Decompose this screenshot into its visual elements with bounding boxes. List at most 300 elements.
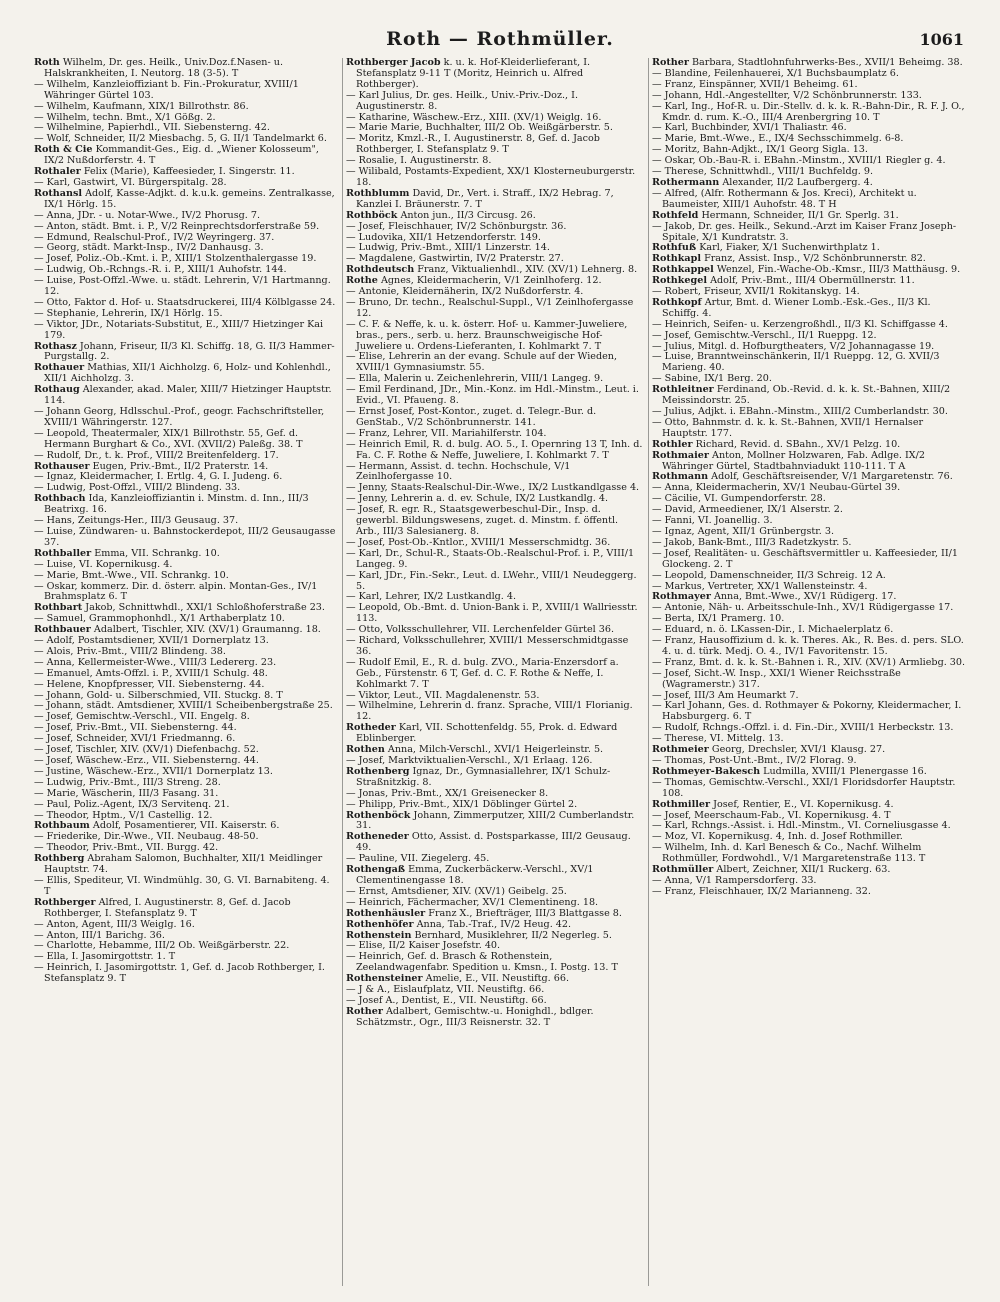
directory-entry — [34, 320, 338, 342]
entry-details: Ludmilla, XVIII/1 Plenergasse 16. — [763, 765, 927, 777]
entry-surname: Rother — [346, 1005, 383, 1017]
directory-entry — [346, 767, 644, 789]
entry-surname: Rothkapl — [652, 253, 701, 265]
directory-entry — [346, 701, 644, 723]
directory-entry — [34, 363, 338, 385]
directory-entry — [652, 549, 968, 571]
entry-surname: Rothauser — [34, 460, 90, 472]
entry-details: Karl, VII. Schottenfeldg. 55, Prok. d. Edward Eblinberger. — [356, 722, 618, 745]
page-title: Roth — Rothmüller. — [386, 28, 614, 50]
entry-details: — Luise, Zündwaren- u. Bahnstockerdepot, III/2 Geusaugasse 37. — [34, 525, 336, 548]
directory-entry — [652, 385, 968, 407]
directory-entry — [346, 952, 644, 974]
entry-details: — J & A., Eislaufplatz, VII. Neustiftg. 66. — [346, 984, 545, 996]
entry-surname: Rothenberg — [346, 765, 410, 777]
directory-entry — [346, 58, 644, 91]
entry-details: — Heinrich, I. Jasomirgottstr. 1, Gef. d. Jacob Rothberger, I. Stefansplatz 9. T — [34, 962, 325, 985]
entry-surname: Rothen — [346, 744, 385, 756]
entry-details: Anna, Milch-Verschl., XVI/1 Heigerleinstr. 5. — [387, 744, 604, 756]
entry-details: Adolf, Priv.-Bmt., III/4 Obermüllnerstr. 11. — [710, 275, 915, 287]
entry-details: — Theodor, Priv.-Bmt., VII. Burgg. 42. — [34, 842, 219, 854]
entry-details: — Jenny, Staats-Realschul-Dir.-Wwe., IX/2 Lustkandlgasse 4. — [346, 482, 640, 494]
entry-details: — Julius, Mitgl. d. Hofburgtheaters, V/2 Johannagasse 19. — [652, 340, 935, 352]
directory-entry — [346, 352, 644, 374]
directory-entry — [346, 298, 644, 320]
directory-entry — [346, 865, 644, 887]
directory-entry — [652, 887, 968, 898]
entry-details: — Josef, Gemischtw.-Verschl., VII. Engelg. 8. — [34, 711, 250, 723]
entry-surname: Rothmeier — [652, 744, 709, 756]
entry-details: — Paul, Poliz.-Agent, IX/3 Servitenq. 21. — [34, 798, 230, 810]
entry-details: — Josef, Post-Ob.-Kntlor., XVIII/1 Messerschmidtg. 36. — [346, 536, 611, 548]
entry-surname: Rothmann — [652, 471, 709, 483]
entry-details: — Franz, Fleischhauer, IX/2 Marianneng. 32. — [652, 885, 871, 897]
entry-details: — Jakob, Dr. ges. Heilk., Sekund.-Arzt im Kaiser Franz Joseph-Spitale, X/1 Kundratstr. 3. — [652, 220, 957, 243]
entry-details: — Ella, I. Jasomirgottstr. 1. T — [34, 951, 176, 963]
entry-details: — Rudolf, Dr., t. k. Prof., VIII/2 Breitenfelderg. 17. — [34, 449, 279, 461]
entry-details: — Magdalene, Gastwirtin, IV/2 Praterstr. 27. — [346, 253, 564, 265]
entry-surname: Rothböck — [346, 209, 398, 221]
entry-details: Agnes, Kleidermacherin, V/1 Zeinlhoferg. 12. — [380, 275, 602, 287]
entry-details: David, Dr., Vert. i. Straff., IX/2 Hebrag. 7, Kanzlei I. Bräunerstr. 7. T — [356, 187, 614, 210]
entry-details: — Josef, Tischler, XIV. (XV/1) Diefenbachg. 52. — [34, 744, 259, 756]
entry-details: Otto, Assist. d. Postsparkasse, III/2 Geusaug. 49. — [356, 831, 631, 854]
entry-details: Georg, Drechsler, XVI/1 Klausg. 27. — [711, 744, 886, 756]
entry-details: — Heinrich Emil, R. d. bulg. AO. 5., I. Opernring 13 T, Inh. d. Fa. C. F. Rothe & Neffe, Juweliere, I. Kohlmarkt 7. T — [346, 438, 643, 461]
directory-entry — [34, 876, 338, 898]
entry-details: — Jenny, Lehrerin a. d. ev. Schule, IX/2 Lustkandlg. 4. — [346, 493, 609, 505]
entry-details: — Jonas, Priv.-Bmt., XX/1 Greisenecker 8. — [346, 787, 549, 799]
column-middle — [346, 58, 644, 1286]
entry-details: — Alois, Priv.-Bmt., VIII/2 Blindeng. 38. — [34, 645, 226, 657]
entry-details: Wilhelm, Dr. ges. Heilk., Univ.Doz.f.Nasen- u. Halskrankheiten, I. Neutorg. 18 (3-5). T — [44, 58, 284, 79]
entry-surname: Rother — [652, 58, 689, 68]
entry-details: — Anna, Kleidermacherin, XV/1 Neubau-Gürtel 39. — [652, 482, 901, 494]
entry-surname: Rothbach — [34, 493, 86, 505]
directory-entry — [652, 298, 968, 320]
entry-details: — Adolf, Postamtsdiener, XVII/1 Dornerplatz 13. — [34, 635, 269, 647]
entry-details: — Josef, Sicht.-W. Insp., XXI/1 Wiener Reichsstraße (Wagramerstr.) 317. — [652, 667, 901, 690]
entry-details: Adolf, Kasse-Adjkt. d. k.u.k. gemeins. Zentralkasse, IX/1 Hörlg. 15. — [44, 187, 335, 210]
entry-details: — Marie, Bmt.-Wwe., VII. Schrankg. 10. — [34, 569, 229, 581]
entry-details: k. u. k. Hof-Kleiderlieferant, I. Stefansplatz 9-11 T (Moritz, Heinrich u. Alfred Rothberger). — [356, 58, 591, 90]
entry-details: — Josef A., Dentist, E., VII. Neustiftg. 66. — [346, 994, 547, 1006]
entry-details: — Josef, Schneider, XVI/1 Friedmanng. 6. — [34, 733, 236, 745]
entry-details: — Wilhelm, Inh. d. Karl Benesch & Co., Nachf. Wilhelm Rothmüller, Fordwohdl., V/1 Margaretenstraße 113. T — [652, 842, 926, 865]
entry-details: — Wilhelm, Kaufmann, XIX/1 Billrothstr. 86. — [34, 100, 249, 112]
entry-details: Adalbert, Gemischtw.-u. Honighdl., bdlger. Schätzmstr., Ogr., III/3 Reisnerstr. 32. T — [356, 1005, 594, 1028]
entry-details: — Anton, städt. Bmt. i. P., V/2 Reinprechtsdorferstraße 59. — [34, 220, 320, 232]
entry-surname: Rothenhäusler — [346, 907, 426, 919]
entry-details: Anton jun., II/3 Circusg. 26. — [400, 209, 536, 221]
entry-surname: Rothberger Jacob — [346, 58, 441, 68]
entry-details: — Josef, III/3 Am Heumarkt 7. — [652, 689, 799, 701]
directory-entry — [346, 505, 644, 538]
directory-entry — [34, 963, 338, 985]
directory-entry — [34, 189, 338, 211]
entry-details: Mathias, XII/1 Aichholzg. 6, Holz- und Kohlenhdl., XII/1 Aichholzg. 3. — [44, 362, 331, 385]
entry-details: — Karl, Gastwirt, VI. Bürgerspitalg. 28. — [34, 176, 227, 188]
entry-details: — Friederike, Dir.-Wwe., VII. Neubaug. 48-50. — [34, 831, 259, 843]
entry-surname: Rothermann — [652, 176, 720, 188]
directory-entry — [652, 636, 968, 658]
entry-details: Franz X., Briefträger, III/3 Blattgasse 8. — [428, 907, 622, 919]
entry-details: — Viktor, Leut., VII. Magdalenenstr. 53. — [346, 689, 540, 701]
entry-details: Abraham Salomon, Buchhalter, XII/1 Meidlinger Hauptstr. 74. — [44, 853, 323, 876]
entry-surname: Rothmaier — [652, 449, 709, 461]
entry-details: — Karl, Rchngs.-Assist. i. Hdl.-Minstm., VI. Corneliusgasse 4. — [652, 820, 951, 832]
entry-details: — Karl, JDr., Fin.-Sekr., Leut. d. LWehr., VIII/1 Neudeggerg. 5. — [346, 569, 637, 592]
entry-details: — Ernst Josef, Post-Kontor., zuget. d. Telegr.-Bur. d. GenStab., V/2 Schönbrunnerstr. 141. — [346, 406, 597, 428]
entry-details: — Cäcilie, VI. Gumpendorferstr. 28. — [652, 493, 826, 505]
entry-details: Barbara, Stadtlohnfuhrwerks-Bes., XVII/1 Beheimg. 38. — [692, 58, 963, 68]
entry-surname: Rothbauer — [34, 624, 91, 636]
entry-details: — Otto, Bahnmstr. d. k. k. St.-Bahnen, XVII/1 Hernalser Hauptstr. 177. — [652, 416, 924, 439]
entry-surname: Rothfeld — [652, 209, 699, 221]
entry-details: — Antonie, Näh- u. Arbeitsschule-Inh., XV/1 Rüdigergasse 17. — [652, 602, 954, 614]
entry-details: — Markus, Vertreter, XX/1 Wallensteinstr. 4. — [652, 580, 868, 592]
entry-details: Franz, Assist. Insp., V/2 Schönbrunnerstr. 82. — [704, 253, 926, 265]
entry-details: — Anton, Agent, III/3 Weiglg. 16. — [34, 918, 195, 930]
entry-details: — Julius, Adjkt. i. EBahn.-Minstm., XIII/2 Cumberlandstr. 30. — [652, 406, 948, 417]
entry-surname: Rotheder — [346, 722, 396, 734]
entry-details: — Franz, Hausoffizium d. k. k. Theres. Ak., R. Bes. d. pers. SLO. 4. u. d. türk. Medj. O. 4., IV/1 Favoritenstr. 15. — [652, 635, 964, 657]
entry-details: — Emil Ferdinand, JDr., Min.-Konz. im Hdl.-Minstm., Leut. i. Evid., VI. Pfaueng. 8. — [346, 384, 639, 407]
entry-details: — Franz, Lehrer, VII. Mariahilferstr. 104. — [346, 427, 547, 439]
entry-details: — Ella, Malerin u. Zeichenlehrerin, VIII/1 Langeg. 9. — [346, 373, 604, 385]
entry-details: — Rosalie, I. Augustinerstr. 8. — [346, 155, 492, 167]
entry-details: Johann, Friseur, II/3 Kl. Schiffg. 18, G. II/3 Hammer-Purgstallg. 2. — [44, 340, 335, 363]
entry-surname: Rothansl — [34, 187, 83, 199]
entry-details: — Ludwig, Priv.-Bmt., III/3 Streng. 28. — [34, 776, 221, 788]
entry-surname: Rothauer — [34, 362, 85, 374]
entry-details: — Rudolf Emil, E., R. d. bulg. ZVO., Maria-Enzersdorf a. Geb., Fürstenstr. 6 T, Gef. d. C. F. Rothe & Neffe, I. Kohlmarkt 7. T — [346, 656, 619, 690]
entry-details: — Heinrich, Fächermacher, XV/1 Clementineng. 18. — [346, 896, 599, 908]
entry-details: — Karl, Buchbinder, XVI/1 Thaliastr. 46. — [652, 122, 847, 134]
entry-details: — Josef, R. egr. R., Staatsgewerbeschul-Dir., Insp. d. gewerbl. Bildungswesens, zuget. d. Minstm. f. öffentl. Arb., III/3 Salesianerg. 8. — [346, 504, 619, 537]
directory-entry — [346, 385, 644, 407]
directory-entry — [346, 832, 644, 854]
entry-details: Kommandit-Ges., Eig. d. „Wiener Kolosseum", IX/2 Nußdorferstr. 4. T — [44, 144, 319, 167]
entry-details: — Eduard, n. ö. LKassen-Dir., I. Michaelerplatz 6. — [652, 624, 894, 636]
entry-details: — Viktor, JDr., Notariats-Substitut, E., XIII/7 Hietzinger Kai 179. — [34, 318, 324, 341]
entry-details: — Rudolf, Rchngs.-Offzl. i. d. Fin.-Dir., XVIII/1 Herbeckstr. 13. — [652, 722, 954, 734]
entry-details: — Marie, Bmt.-Wwe., E., IX/4 Sechsschimmelg. 6-8. — [652, 133, 904, 145]
entry-details: — Ludwig, Post-Offzl., VIII/2 Blindeng. 33. — [34, 482, 241, 494]
entry-details: Ida, Kanzleioffiziantin i. Minstm. d. Inn., III/3 Beatrixg. 16. — [44, 493, 309, 516]
entry-details: — Wilhelmine, Lehrerin d. franz. Sprache, VIII/1 Florianig. 12. — [346, 700, 633, 723]
entry-surname: Rothkappel — [652, 264, 714, 276]
directory-entry — [652, 222, 968, 244]
directory-entry — [346, 571, 644, 593]
directory-entry — [34, 58, 338, 80]
directory-entry — [34, 429, 338, 451]
entry-details: — Josef, Meerschaum-Fab., VI. Kopernikusg. 4. T — [652, 809, 891, 821]
entry-details: — Karl, Lehrer, IX/2 Lustkandlg. 4. — [346, 591, 517, 603]
entry-details: — Therese, Schnittwhdl., VIII/1 Buchfeldg. 9. — [652, 166, 873, 178]
entry-details: Alfred, I. Augustinerstr. 8, Gef. d. Jacob Rothberger, I. Stefansplatz 9. T — [44, 896, 291, 919]
entry-details: — Thomas, Gemischtw.-Verschl., XXI/1 Floridsdorfer Hauptstr. 108. — [652, 776, 956, 799]
directory-entry — [652, 701, 968, 723]
entry-details: — Justine, Wäschew.-Erz., XVII/1 Dornerplatz 13. — [34, 765, 273, 777]
entry-details: — Sabine, IX/1 Berg. 20. — [652, 373, 772, 385]
entry-details: — Luise, Branntweinschänkerin, II/1 Rueppg. 12, G. XVII/3 Marieng. 40. — [652, 351, 940, 374]
entry-details: — Ludwig, Priv.-Bmt., XIII/1 Linzerstr. 14. — [346, 242, 550, 254]
entry-details: — Helene, Knopfpresser, VII. Siebensterng. 44. — [34, 678, 265, 690]
entry-details: Richard, Revid. d. SBahn., XV/1 Pelzg. 10. — [695, 438, 901, 450]
entry-surname: Rotheneder — [346, 831, 409, 843]
directory-entry — [34, 407, 338, 429]
directory-entry — [652, 451, 968, 473]
entry-details: — Karl Julius, Dr. ges. Heilk., Univ.-Priv.-Doz., I. Augustinerstr. 8. — [346, 89, 578, 112]
directory-entry — [346, 1007, 644, 1029]
entry-surname: Roth — [34, 58, 60, 68]
entry-details: Anton, Mollner Holzwaren, Fab. Adlge. IX/2 Währinger Gürtel, Stadtbahnviadukt 110-111. T A — [662, 449, 925, 472]
directory-entry — [346, 636, 644, 658]
entry-details: — Ignaz, Kleidermacher, I. Ertlg. 4, G. I. Judeng. 6. — [34, 471, 283, 483]
entry-details: — Moritz, Kmzl.-R., I. Augustinerstr. 8, Gef. d. Jacob Rothberger, I. Stefansplatz 9. T — [346, 133, 600, 156]
entry-details: — Luise, VI. Kopernikusg. 4. — [34, 558, 173, 570]
entry-surname: Roth & Cie — [34, 144, 93, 156]
directory-entry — [34, 276, 338, 298]
entry-details: — Ludwig, Ob.-Rchngs.-R. i. P., XIII/1 Auhofstr. 144. — [34, 264, 287, 276]
entry-details: — Heinrich, Gef. d. Brasch & Rothenstein, Zeelandwagenfabr. Spedition u. Kmsn., I. Postg. 13. T — [346, 951, 618, 974]
entry-details: — Georg, städt. Markt-Insp., IV/2 Danhausg. 3. — [34, 242, 264, 254]
entry-surname: Rothmeyer-Bakesch — [652, 765, 761, 777]
entry-details: — Wilhelmine, Papierhdl., VII. Siebensterng. 42. — [34, 122, 270, 134]
directory-entry — [346, 811, 644, 833]
entry-details: Karl, Fiaker, X/1 Suchenwirthplatz 1. — [699, 242, 880, 254]
directory-entry — [652, 778, 968, 800]
entry-details: — Wilibald, Postamts-Expedient, XX/1 Klosterneuburgerstr. 18. — [346, 166, 636, 188]
entry-details: — Karl Johann, Ges. d. Rothmayer & Pokorny, Kleidermacher, I. Habsburgerg. 6. T — [652, 700, 962, 723]
directory-entry — [652, 102, 968, 124]
entry-details: — Anna, JDr. - u. Notar-Wwe., IV/2 Phorusg. 7. — [34, 209, 261, 221]
entry-surname: Rothmiller — [652, 798, 711, 810]
entry-details: — Moritz, Bahn-Adjkt., IX/1 Georg Sigla. 13. — [652, 144, 868, 156]
entry-details: — Pauline, VII. Ziegelerg. 45. — [346, 853, 490, 865]
entry-details: — Emanuel, Amts-Offzl. i. P., XVIII/1 Schulg. 48. — [34, 667, 268, 679]
directory-entry — [346, 134, 644, 156]
entry-details: Albert, Zeichner, XII/1 Ruckerg. 63. — [716, 864, 891, 876]
entry-details: — Philipp, Priv.-Bmt., XIX/1 Döblinger Gürtel 2. — [346, 798, 578, 810]
entry-details: — Wilhelm, techn. Bmt., X/1 Gößg. 2. — [34, 111, 216, 123]
entry-details: — Marie, Wäscherin, III/3 Fasang. 31. — [34, 787, 219, 799]
directory-entry — [346, 440, 644, 462]
directory-entry — [346, 462, 644, 484]
entry-details: — Johann, städt. Amtsdiener, XVIII/1 Scheibenbergstraße 25. — [34, 700, 333, 712]
directory-entry — [346, 723, 644, 745]
entry-details: — Antonie, Kleidernäherin, IX/2 Nußdorferstr. 4. — [346, 286, 584, 298]
entry-details: — Heinrich, Seifen- u. Kerzengroßhdl., II/3 Kl. Schiffgasse 4. — [652, 318, 948, 330]
directory-entry — [34, 342, 338, 364]
entry-details: — Elise, Lehrerin an der evang. Schule auf der Wieden, XVIII/1 Gymnasiumstr. 55. — [346, 351, 618, 374]
entry-details: Hermann, Schneider, II/1 Gr. Sperlg. 31. — [701, 209, 899, 221]
entry-details: Emma, VII. Schrankg. 10. — [94, 547, 220, 559]
entry-details: — Johann, Hdl.-Angestellter, V/2 Schönbrunnerstr. 133. — [652, 89, 922, 101]
entry-details: — Fanni, VI. Joanellig. 3. — [652, 515, 773, 527]
entry-details: — Ludovika, XII/1 Hetzendorferstr. 149. — [346, 231, 541, 243]
entry-details: Bernhard, Musiklehrer, II/2 Negerleg. 5. — [414, 929, 612, 941]
entry-details: — Josef, Realitäten- u. Geschäftsvermittler u. Kaffeesieder, II/1 Glockeng. 2. T — [652, 547, 958, 570]
entry-details: — Josef, Wäschew.-Erz., VII. Siebensterng. 44. — [34, 755, 259, 766]
entry-details: — Leopold, Damenschneider, II/3 Schreig. 12 A. — [652, 569, 886, 581]
entry-details: — Hermann, Assist. d. techn. Hochschule, V/1 Zeinlhofergasse 10. — [346, 460, 571, 483]
column-divider — [342, 58, 343, 1286]
entry-surname: Rothler — [652, 438, 693, 450]
entry-surname: Rothdeutsch — [346, 264, 415, 276]
entry-details: Wenzel, Fin.-Wache-Ob.-Kmsr., III/3 Matthäusg. 9. — [716, 264, 961, 276]
entry-details: — Otto, Volksschullehrer, VII. Lerchenfelder Gürtel 36. — [346, 624, 615, 636]
entry-details: — Moz, VI. Kopernikusg. 4, Inh. d. Josef Rothmiller. — [652, 831, 903, 843]
entry-details: — Wilhelm, Kanzleioffiziant b. Fin.-Prokuratur, XVIII/1 Währinger Gürtel 103. — [34, 78, 299, 101]
directory-entry — [34, 80, 338, 102]
entry-details: — Elise, II/2 Kaiser Josefstr. 40. — [346, 940, 501, 952]
entry-details: — David, Armeediener, IX/1 Alserstr. 2. — [652, 504, 843, 516]
entry-details: — Edmund, Realschul-Prof., IV/2 Weyringerg. 37. — [34, 231, 275, 243]
entry-surname: Rothballer — [34, 547, 92, 559]
entry-details: — Johann, Gold- u. Silberschmied, VII. Stuckg. 8. T — [34, 689, 283, 701]
entry-details: — Blandine, Feilenhauerei, X/1 Buchsbaumplatz 6. — [652, 67, 899, 79]
entry-details: — Wolf, Schneider, II/2 Miesbachg. 5, G. II/1 Tandelmarkt 6. — [34, 133, 327, 145]
entry-details: — Stephanie, Lehrerin, IX/1 Hörlg. 15. — [34, 307, 223, 319]
entry-details: — Charlotte, Hebamme, III/2 Ob. Weißgärberstr. 22. — [34, 940, 290, 952]
entry-details: Anna, Bmt.-Wwe., XV/1 Rüdigerg. 17. — [713, 591, 897, 603]
directory-entry — [652, 189, 968, 211]
entry-details: Johann, Zimmerputzer, XIII/2 Cumberlandstr. 31. — [356, 809, 635, 832]
entry-details: — Oskar, kommerz. Dir. d. österr. alpin. Montan-Ges., IV/1 Brahmsplatz 6. T — [34, 580, 318, 603]
directory-entry — [346, 167, 644, 189]
directory-entry — [34, 527, 338, 549]
entry-details: — Oskar, Ob.-Bau-R. i. EBahn.-Minstm., XVIII/1 Riegler g. 4. — [652, 155, 946, 167]
directory-entry — [346, 549, 644, 571]
entry-details: Alexander, II/2 Laufbergerg. 4. — [722, 176, 873, 188]
directory-entry — [652, 843, 968, 865]
directory-entry — [34, 145, 338, 167]
entry-surname: Rothe — [346, 275, 378, 287]
entry-surname: Rothkopf — [652, 296, 702, 308]
entry-details: — C. F. & Neffe, k. u. k. österr. Hof- u. Kammer-Juweliere, bras., pers., serb. u. herz. Braunschweigische Hof-Juweliere u. Ordens-Lieferanten, I. Kohlmarkt 7. T — [346, 318, 628, 352]
entry-details: — Samuel, Grammophonhdl., X/1 Arthaberplatz 10. — [34, 613, 285, 625]
entry-surname: Rothfuß — [652, 242, 697, 254]
entry-surname: Rothmayer — [652, 591, 711, 603]
entry-details: — Therese, VI. Mittelg. 13. — [652, 733, 784, 745]
entry-details: — Marie Marie, Buchhalter, III/2 Ob. Weißgärberstr. 5. — [346, 122, 613, 134]
entry-details: — Hans, Zeitungs-Her., III/3 Geusaug. 37. — [34, 515, 239, 527]
entry-details: Ignaz, Dr., Gymnasiallehrer, IX/1 Schulz-Straßnitzkig. 8. — [356, 765, 611, 788]
entry-surname: Rothberger — [34, 896, 96, 908]
entry-details: — Thomas, Post-Unt.-Bmt., IV/2 Florag. 9. — [652, 755, 857, 766]
entry-surname: Rothengaß — [346, 864, 406, 876]
entry-details: — Franz, Einspänner, XVII/1 Beheimg. 61. — [652, 78, 858, 90]
column-right — [652, 58, 968, 1286]
directory-entry — [652, 418, 968, 440]
entry-surname: Rothenböck — [346, 809, 411, 821]
page-number: 1061 — [919, 30, 964, 49]
entry-details: — Josef, Gemischtw.-Verschl., II/1 Rueppg. 12. — [652, 329, 877, 341]
entry-details: — Jakob, Bank-Bmt., III/3 Radetzkystr. 5. — [652, 536, 852, 548]
entry-surname: Rothleitner — [652, 384, 714, 396]
entry-details: — Ignaz, Agent, XII/1 Grünbergstr. 3. — [652, 525, 835, 537]
directory-entry — [34, 854, 338, 876]
entry-details: — Alfred, (Alfr. Rothermann & Jos. Kreci), Architekt u. Baumeister, XIII/1 Auhofstr. 48. T H — [652, 187, 917, 210]
entry-surname: Rothenstein — [346, 929, 412, 941]
directory-entry — [346, 407, 644, 429]
directory-entry — [34, 385, 338, 407]
entry-details: — Johann Georg, Hdlsschul.-Prof., geogr. Fachschriftsteller, XVIII/1 Währingerstr. 127. — [34, 406, 325, 428]
column-left — [34, 58, 338, 1286]
entry-surname: Rothensteiner — [346, 973, 423, 985]
entry-details: — Karl, Dr., Schul-R., Staats-Ob.-Realschul-Prof. i. P., VIII/1 Langeg. 9. — [346, 547, 635, 570]
entry-details: Adolf, Posamentierer, VII. Kaiserstr. 6. — [92, 820, 280, 832]
entry-surname: Rothaler — [34, 166, 81, 178]
entry-details: Adolf, Geschäftsreisender, V/1 Margaretenstr. 76. — [711, 471, 953, 483]
entry-details: — Anna, V/1 Rampersdorferg. 33. — [652, 874, 817, 886]
entry-surname: Rothblumm — [346, 187, 410, 199]
directory-entry — [346, 658, 644, 691]
entry-details: — Leopold, Theatermaler, XIX/1 Billrothstr. 55, Gef. d. Hermann Burghart & Co., XVI. (XVII/2) Paleßg. 38. T — [34, 427, 303, 450]
entry-details: Ferdinand, Ob.-Revid. d. k. k. St.-Bahnen, XIII/2 Meissindorstr. 25. — [662, 384, 951, 407]
entry-details: Anna, Tab.-Traf., IV/2 Heug. 42. — [416, 918, 572, 930]
directory-entry — [346, 320, 644, 353]
entry-surname: Rothbart — [34, 602, 83, 614]
directory-entry — [34, 494, 338, 516]
entry-details: — Bruno, Dr. techn., Realschul-Suppl., V/1 Zeinlhofergasse 12. — [346, 296, 634, 319]
entry-details: — Josef, Poliz.-Ob.-Kmt. i. P., XIII/1 Stolzenthalergasse 19. — [34, 253, 317, 265]
entry-details: — Anton, III/1 Barichg. 36. — [34, 929, 165, 941]
entry-surname: Rothberg — [34, 853, 85, 865]
entry-surname: Rothkegel — [652, 275, 707, 287]
entry-details: — Ernst, Amtsdiener, XIV. (XV/1) Geibelg. 25. — [346, 885, 567, 897]
entry-details: Josef, Rentier, E., VI. Kopernikusg. 4. — [713, 798, 894, 810]
directory-entry — [34, 898, 338, 920]
entry-surname: Rothmüller — [652, 864, 714, 876]
entry-details: Franz, Viktualienhdl., XIV. (XV/1) Lehnerg. 8. — [417, 264, 638, 276]
directory-entry — [346, 603, 644, 625]
entry-details: — Josef, Fleischhauer, IV/2 Schönburgstr. 36. — [346, 220, 567, 232]
entry-details: — Franz, Bmt. d. k. k. St.-Bahnen i. R., XIV. (XV/1) Armliebg. 30. — [652, 656, 966, 668]
entry-surname: Rothenhöfer — [346, 918, 414, 930]
entry-details: — Otto, Faktor d. Hof- u. Staatsdruckerei, III/4 Kölblgasse 24. — [34, 296, 336, 308]
entry-details: Emma, Zuckerbäckerw.-Verschl., XV/1 Clementinengasse 18. — [356, 864, 594, 886]
entry-surname: Rothbaum — [34, 820, 90, 832]
entry-details: — Leopold, Ob.-Bmt. d. Union-Bank i. P., XVIII/1 Wallriesstr. 113. — [346, 602, 638, 625]
column-divider — [648, 58, 649, 1286]
entry-details: Adalbert, Tischler, XIV. (XV/1) Graumanng. 18. — [93, 624, 321, 636]
entry-details: Artur, Bmt. d. Wiener Lomb.-Esk.-Ges., II/3 Kl. Schiffg. 4. — [662, 296, 931, 319]
entry-details: — Karl, Ing., Hof-R. u. Dir.-Stellv. d. k. k. R.-Bahn-Dir., R. F. J. O., Kmdr. d. rum. K.-O., III/4 Arenbergring 10. T — [652, 100, 965, 123]
entry-details: — Katharine, Wäschew.-Erz., XIII. (XV/1) Weiglg. 16. — [346, 111, 602, 123]
entry-details: Felix (Marie), Kaffeesieder, I. Singerstr. 11. — [83, 166, 295, 178]
entry-details: Jakob, Schnittwhdl., XXI/1 Schloßhoferstraße 23. — [85, 602, 325, 614]
entry-details: — Luise, Post-Offzl.-Wwe. u. städt. Lehrerin, V/1 Hartmanng. 12. — [34, 275, 331, 298]
entry-details: — Anna, Kellermeister-Wwe., VIII/3 Ledererg. 23. — [34, 656, 277, 668]
entry-details: — Josef, Priv.-Bmt., VII. Siebensterng. 44. — [34, 722, 237, 734]
entry-details: Eugen, Priv.-Bmt., II/2 Praterstr. 14. — [92, 460, 269, 472]
entry-details: — Richard, Volksschullehrer, XVIII/1 Messerschmidtgasse 36. — [346, 635, 629, 657]
entry-surname: Rothaug — [34, 384, 80, 396]
directory-entry — [652, 669, 968, 691]
directory-entry — [346, 91, 644, 113]
entry-details: Amelie, E., VII. Neustiftg. 66. — [425, 973, 570, 985]
directory-entry — [346, 189, 644, 211]
entry-details: — Josef, Marktviktualien-Verschl., X/1 Erlaag. 126. — [346, 755, 593, 766]
entry-surname: Rothasz — [34, 340, 77, 352]
entry-details: — Berta, IX/1 Pramerg. 10. — [652, 613, 785, 625]
entry-details: — Theodor, Hptm., V/1 Castellig. 12. — [34, 809, 213, 821]
entry-details: Alexander, akad. Maler, XIII/7 Hietzinger Hauptstr. 114. — [44, 384, 332, 407]
entry-details: — Ellis, Spediteur, VI. Windmühlg. 30, G. VI. Barnabiteng. 4. T — [34, 874, 330, 897]
